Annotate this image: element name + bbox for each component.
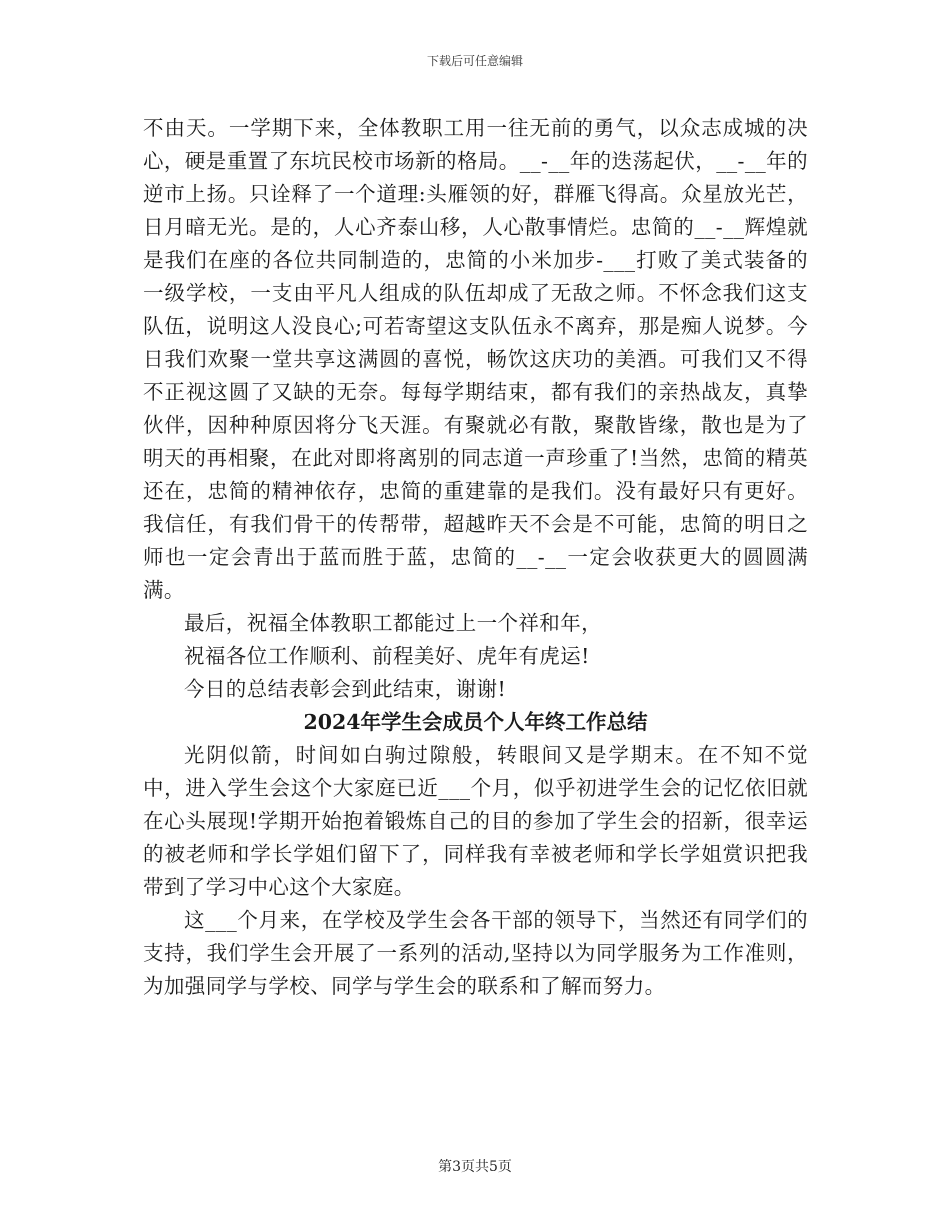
paragraph-blessing-1: 最后，祝福全体教职工都能过上一个祥和年， (184, 611, 602, 635)
paragraph-intro: 光阴似箭，时间如白驹过隙般，转眼间又是学期末。在不知不觉中，进入学生会这个大家庭已近___个月，似乎初进学生会的记忆依旧就在心头展现!学期开始抱着锻炼自己的目的参加了学生会的招新，很幸运的被老师和学长学姐们留下了，同样我有幸被老师和学长学姐赏识把我带到了学习中心这个大家庭。 (143, 743, 808, 899)
page-number: 第3页共5页 (438, 1159, 512, 1175)
paragraph-closing: 今日的总结表彰会到此结束，谢谢! (184, 677, 507, 701)
header-note: 下载后可任意编辑 (426, 54, 523, 68)
paragraph-blessing-2: 祝福各位工作顺利、前程美好、虎年有虎运! (184, 644, 590, 668)
section-heading: 2024年学生会成员个人年终工作总结 (303, 710, 648, 734)
paragraph-activities: 这___个月来，在学校及学生会各干部的领导下，当然还有同学们的支持，我们学生会开展了一系列的活动,坚持以为同学服务为工作准则，为加强同学与学校、同学与学生会的联系和了解而努力。 (143, 908, 808, 998)
paragraph-speech-body: 不由天。一学期下来，全体教职工用一往无前的勇气，以众志成城的决心，硬是重置了东坑民校市场新的格局。__-__年的迭荡起伏，__-__年的逆市上扬。只诠释了一个道理:头雁领的好，群雁飞得高。众星放光芒，日月暗无光。是的，人心齐泰山移，人心散事情烂。忠简的__-__辉煌就是我们在座的各位共同制造的，忠简的小米加步-___打败了美式装备的一级学校，一支由平凡人组成的队伍却成了无敌之师。不怀念我们这支队伍，说明这人没良心;可若寄望这支队伍永不离弃，那是痴人说梦。今日我们欢聚一堂共享这满圆的喜悦，畅饮这庆功的美酒。可我们又不得不正视这圆了又缺的无奈。每每学期结束，都有我们的亲热战友，真挚伙伴，因种种原因将分飞天涯。有聚就必有散，聚散皆缘，散也是为了明天的再相聚，在此对即将离别的同志道一声珍重了!当然，忠简的精英还在，忠简的精神依存，忠简的重建靠的是我们。没有最好只有更好。我信任，有我们骨干的传帮带，超越昨天不会是不可能，忠简的明日之师也一定会青出于蓝而胜于蓝，忠简的__-__一定会收获更大的圆圆满满。 (143, 116, 808, 602)
document-body (143, 112, 808, 1003)
